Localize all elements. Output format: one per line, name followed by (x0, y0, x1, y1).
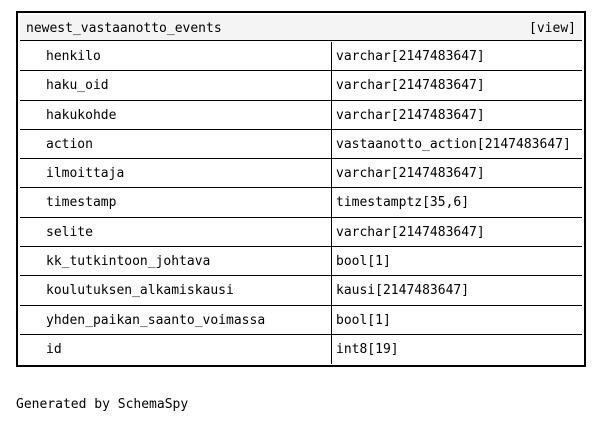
column-type: kausi[2147483647] (336, 283, 470, 299)
column-type-cell (332, 247, 582, 275)
column-type-cell (332, 306, 582, 334)
column-type: varchar[2147483647] (336, 49, 485, 64)
column-type: varchar[2147483647] (336, 107, 485, 123)
column-name: timestamp (46, 195, 117, 211)
column-type-cell (332, 101, 582, 129)
table-row (20, 101, 582, 130)
generated-by-text: Generated by SchemaSpy (16, 397, 189, 412)
column-name-cell (20, 42, 332, 70)
column-type: varchar[2147483647] (336, 224, 485, 240)
column-type-cell (332, 188, 582, 216)
column-type-cell (332, 130, 582, 158)
column-type-cell (332, 218, 582, 246)
column-type-cell (332, 276, 582, 304)
column-name: yhden_paikan_saanto_voimassa (46, 312, 266, 328)
column-name: selite (46, 224, 93, 240)
column-type: vastaanotto_action[2147483647] (336, 136, 571, 152)
column-name-cell (20, 130, 332, 158)
table-row (20, 130, 582, 159)
table-diagram (16, 11, 586, 367)
table-row (20, 42, 582, 71)
column-name-cell (20, 218, 332, 246)
view-link[interactable]: [view] (529, 21, 576, 36)
column-name-cell (20, 188, 332, 216)
column-type: int8[19] (336, 341, 399, 357)
column-name: action (46, 136, 93, 152)
column-name-cell (20, 247, 332, 275)
column-type: bool[1] (336, 254, 391, 270)
column-list (20, 42, 582, 364)
table-row (20, 276, 582, 305)
column-type: varchar[2147483647] (336, 78, 485, 94)
table-row (20, 335, 582, 364)
column-name-cell (20, 71, 332, 99)
column-type-cell (332, 159, 582, 187)
column-type: timestamptz[35,6] (336, 195, 470, 211)
table-title: newest_vastaanotto_events (26, 21, 222, 36)
column-name-cell (20, 335, 332, 364)
column-type: varchar[2147483647] (336, 166, 485, 182)
column-type: bool[1] (336, 312, 391, 328)
column-type-cell (332, 42, 582, 70)
table-row (20, 218, 582, 247)
column-name: kk_tutkintoon_johtava (46, 254, 211, 270)
column-name: haku_oid (46, 78, 109, 94)
column-name: hakukohde (46, 107, 117, 123)
table-row (20, 247, 582, 276)
column-name-cell (20, 306, 332, 334)
column-name-cell (20, 276, 332, 304)
table-row (20, 306, 582, 335)
column-type-cell (332, 335, 582, 364)
table-row (20, 188, 582, 217)
column-name: id (46, 341, 62, 357)
column-name: henkilo (46, 49, 101, 64)
column-name-cell (20, 101, 332, 129)
column-name-cell (20, 159, 332, 187)
table-row (20, 159, 582, 188)
column-name: koulutuksen_alkamiskausi (46, 283, 234, 299)
column-name: ilmoittaja (46, 166, 125, 182)
table-row (20, 71, 582, 100)
table-header (20, 15, 582, 41)
column-type-cell (332, 71, 582, 99)
